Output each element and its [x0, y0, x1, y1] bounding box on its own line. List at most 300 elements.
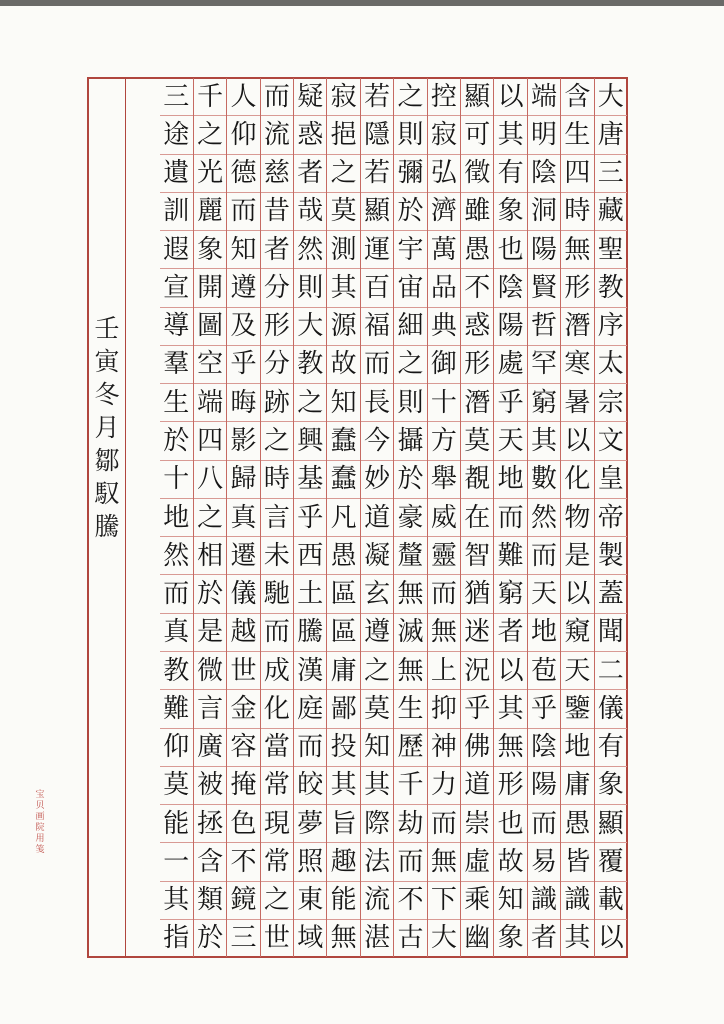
character-cell: 運: [361, 231, 393, 269]
character-cell: 途: [160, 116, 193, 154]
character-cell: 大: [595, 78, 627, 116]
character-cell: 十: [160, 461, 193, 499]
character-cell: 世: [227, 652, 259, 690]
text-column: [293, 78, 326, 957]
character-cell: 則: [394, 384, 426, 422]
character-cell: 不: [394, 882, 426, 920]
character-cell: 投: [327, 729, 359, 767]
character-cell: 地: [528, 614, 560, 652]
character-cell: 無: [494, 729, 526, 767]
character-cell: 然: [160, 537, 193, 575]
text-column: [326, 78, 359, 957]
character-cell: 之: [327, 155, 359, 193]
character-cell: 地: [160, 499, 193, 537]
character-cell: 暑: [561, 384, 593, 422]
character-cell: 導: [160, 308, 193, 346]
character-cell: 在: [461, 499, 493, 537]
character-cell: 宣: [160, 269, 193, 307]
character-cell: 若: [361, 155, 393, 193]
character-cell: 金: [227, 690, 259, 728]
character-cell: 之: [261, 882, 293, 920]
character-cell: 端: [528, 78, 560, 116]
text-column: [260, 78, 293, 957]
character-cell: 區: [327, 575, 359, 613]
character-cell: 陰: [494, 269, 526, 307]
character-cell: 測: [327, 231, 359, 269]
character-cell: 仰: [227, 116, 259, 154]
character-cell: 而: [227, 193, 259, 231]
character-cell: 旨: [327, 805, 359, 843]
character-cell: 八: [194, 461, 226, 499]
character-cell: 之: [261, 422, 293, 460]
character-cell: 陽: [528, 767, 560, 805]
character-cell: 興: [294, 422, 326, 460]
character-cell: 而: [394, 843, 426, 881]
character-cell: 教: [294, 346, 326, 384]
character-cell: 庸: [327, 652, 359, 690]
character-cell: 者: [494, 614, 526, 652]
character-cell: 不: [227, 843, 259, 881]
character-cell: 於: [394, 461, 426, 499]
character-cell: 是: [194, 614, 226, 652]
character-cell: 而: [428, 575, 460, 613]
character-cell: 域: [297, 923, 324, 954]
character-cell: 凡: [327, 499, 359, 537]
character-cell: 於: [394, 193, 426, 231]
character-cell: 指: [163, 923, 190, 954]
character-cell: 流: [361, 882, 393, 920]
signature-inscription: 壬寅冬月鄒馭騰: [94, 314, 120, 541]
scan-top-edge: [0, 0, 724, 6]
character-cell: 含: [194, 843, 226, 881]
character-cell: 窮: [494, 575, 526, 613]
character-cell: 者: [531, 923, 558, 954]
character-cell: 以: [494, 652, 526, 690]
character-cell: 苞: [528, 652, 560, 690]
character-cell: 圖: [194, 308, 226, 346]
character-cell: 載: [595, 882, 627, 920]
character-cell: 含: [561, 78, 593, 116]
text-column: [160, 78, 193, 957]
character-cell: 遷: [227, 537, 259, 575]
text-column: [360, 78, 393, 957]
character-cell: 乎: [227, 346, 259, 384]
character-cell: 隱: [361, 116, 393, 154]
character-cell: 大: [294, 308, 326, 346]
character-cell: 四: [561, 155, 593, 193]
character-cell: 上: [428, 652, 460, 690]
character-cell: 道: [361, 499, 393, 537]
character-cell: 知: [361, 729, 393, 767]
character-cell: 愚: [461, 231, 493, 269]
character-cell: 際: [361, 805, 393, 843]
character-cell: 識: [528, 882, 560, 920]
character-cell: 漢: [294, 652, 326, 690]
character-cell: 皇: [595, 461, 627, 499]
character-cell: 其: [327, 767, 359, 805]
character-cell: 教: [160, 652, 193, 690]
character-cell: 者: [294, 155, 326, 193]
character-cell: 庭: [294, 690, 326, 728]
character-cell: 基: [294, 461, 326, 499]
character-cell: 於: [160, 422, 193, 460]
character-cell: 以: [561, 575, 593, 613]
character-cell: 力: [428, 767, 460, 805]
character-cell: 者: [261, 231, 293, 269]
character-cell: 皆: [561, 843, 593, 881]
character-cell: 開: [194, 269, 226, 307]
character-cell: 無: [330, 923, 357, 954]
character-cell: 空: [194, 346, 226, 384]
text-column: [393, 78, 426, 957]
character-cell: 愚: [561, 805, 593, 843]
character-cell: 乎: [494, 384, 526, 422]
character-cell: 夢: [294, 805, 326, 843]
character-cell: 化: [261, 690, 293, 728]
character-cell: 虛: [461, 843, 493, 881]
character-cell: 無: [394, 575, 426, 613]
character-cell: 而: [261, 78, 293, 116]
character-cell: 形: [494, 767, 526, 805]
character-cell: 其: [564, 923, 591, 954]
character-cell: 而: [361, 346, 393, 384]
character-cell: 無: [428, 843, 460, 881]
character-cell: 天: [561, 652, 593, 690]
character-cell: 則: [294, 269, 326, 307]
character-cell: 未: [261, 537, 293, 575]
character-cell: 能: [160, 805, 193, 843]
character-cell: 影: [227, 422, 259, 460]
character-cell: 昔: [261, 193, 293, 231]
character-cell: 三: [595, 155, 627, 193]
character-cell: 歸: [227, 461, 259, 499]
character-cell: 聞: [595, 614, 627, 652]
character-cell: 也: [494, 805, 526, 843]
character-cell: 猶: [461, 575, 493, 613]
character-cell: 遵: [361, 614, 393, 652]
character-cell: 千: [194, 78, 226, 116]
character-cell: 寂: [428, 116, 460, 154]
character-cell: 而: [428, 805, 460, 843]
character-cell: 覩: [461, 461, 493, 499]
character-cell: 法: [361, 843, 393, 881]
character-cell: 舉: [428, 461, 460, 499]
character-cell: 其: [528, 422, 560, 460]
character-cell: 蠢: [327, 422, 359, 460]
character-cell: 文: [595, 422, 627, 460]
character-cell: 之: [394, 78, 426, 116]
character-cell: 地: [561, 729, 593, 767]
character-cell: 無: [428, 614, 460, 652]
character-cell: 儀: [595, 690, 627, 728]
character-cell: 愚: [327, 537, 359, 575]
character-cell: 流: [261, 116, 293, 154]
character-cell: 萬: [428, 231, 460, 269]
character-cell: 弘: [428, 155, 460, 193]
character-cell: 象: [595, 767, 627, 805]
character-cell: 庸: [561, 767, 593, 805]
character-cell: 光: [194, 155, 226, 193]
character-cell: 之: [361, 652, 393, 690]
character-cell: 明: [528, 116, 560, 154]
character-cell: 洞: [528, 193, 560, 231]
character-cell: 掩: [227, 767, 259, 805]
character-cell: 彌: [394, 155, 426, 193]
character-cell: 於: [194, 575, 226, 613]
character-cell: 其: [361, 767, 393, 805]
character-cell: 易: [528, 843, 560, 881]
character-cell: 生: [394, 690, 426, 728]
character-cell: 疑: [294, 78, 326, 116]
character-cell: 趣: [327, 843, 359, 881]
character-cell: 之: [194, 116, 226, 154]
character-cell: 藏: [595, 193, 627, 231]
character-cell: 攝: [394, 422, 426, 460]
character-cell: 麗: [194, 193, 226, 231]
character-cell: 凝: [361, 537, 393, 575]
character-cell: 惑: [461, 308, 493, 346]
text-column: [460, 78, 493, 957]
character-grid: [126, 78, 627, 957]
character-cell: 象: [494, 193, 526, 231]
character-cell: 以: [597, 923, 624, 954]
character-cell: 若: [361, 78, 393, 116]
character-cell: 常: [261, 767, 293, 805]
character-cell: 以: [561, 422, 593, 460]
character-cell: 分: [261, 346, 293, 384]
character-cell: 御: [428, 346, 460, 384]
character-cell: 知: [227, 231, 259, 269]
character-cell: 顯: [361, 193, 393, 231]
character-cell: 宙: [394, 269, 426, 307]
text-column: [560, 78, 593, 957]
character-cell: 神: [428, 729, 460, 767]
character-cell: 其: [494, 690, 526, 728]
character-cell: 人: [227, 78, 259, 116]
character-cell: 故: [494, 843, 526, 881]
character-cell: 徵: [461, 155, 493, 193]
character-cell: 帝: [595, 499, 627, 537]
character-cell: 威: [428, 499, 460, 537]
character-cell: 靈: [428, 537, 460, 575]
character-cell: 四: [194, 422, 226, 460]
character-cell: 二: [595, 652, 627, 690]
character-cell: 鑒: [561, 690, 593, 728]
character-cell: 形: [561, 269, 593, 307]
character-cell: 土: [294, 575, 326, 613]
character-cell: 幽: [464, 923, 491, 954]
character-cell: 賢: [528, 269, 560, 307]
character-cell: 乎: [528, 690, 560, 728]
character-cell: 下: [428, 882, 460, 920]
character-cell: 序: [595, 308, 627, 346]
character-cell: 釐: [394, 537, 426, 575]
character-cell: 類: [194, 882, 226, 920]
character-cell: 慈: [261, 155, 293, 193]
character-cell: 源: [327, 308, 359, 346]
character-cell: 數: [528, 461, 560, 499]
text-column: [427, 78, 460, 957]
character-cell: 陰: [528, 729, 560, 767]
character-cell: 而: [294, 729, 326, 767]
character-cell: 千: [394, 767, 426, 805]
character-cell: 劫: [394, 805, 426, 843]
character-cell: 百: [361, 269, 393, 307]
character-cell: 顯: [461, 78, 493, 116]
character-cell: 宗: [595, 384, 627, 422]
character-cell: 遺: [160, 155, 193, 193]
character-cell: 東: [294, 882, 326, 920]
character-cell: 言: [194, 690, 226, 728]
character-cell: 玄: [361, 575, 393, 613]
character-cell: 拯: [194, 805, 226, 843]
text-column: [226, 78, 259, 957]
character-cell: 色: [227, 805, 259, 843]
character-cell: 跡: [261, 384, 293, 422]
character-cell: 潛: [461, 384, 493, 422]
character-cell: 罕: [528, 346, 560, 384]
character-cell: 濟: [428, 193, 460, 231]
character-cell: 則: [394, 116, 426, 154]
character-cell: 訓: [160, 193, 193, 231]
character-cell: 照: [294, 843, 326, 881]
character-cell: 蓋: [595, 575, 627, 613]
character-cell: 太: [595, 346, 627, 384]
character-cell: 時: [261, 461, 293, 499]
character-cell: 陽: [494, 308, 526, 346]
character-cell: 能: [327, 882, 359, 920]
character-cell: 三: [160, 78, 193, 116]
character-cell: 地: [494, 461, 526, 499]
character-cell: 製: [595, 537, 627, 575]
character-cell: 寒: [561, 346, 593, 384]
character-cell: 歷: [394, 729, 426, 767]
character-cell: 化: [561, 461, 593, 499]
character-cell: 故: [327, 346, 359, 384]
character-cell: 有: [494, 155, 526, 193]
character-cell: 時: [561, 193, 593, 231]
character-cell: 天: [528, 575, 560, 613]
character-cell: 難: [160, 690, 193, 728]
character-cell: 有: [595, 729, 627, 767]
character-cell: 挹: [327, 116, 359, 154]
character-cell: 唐: [595, 116, 627, 154]
character-cell: 象: [497, 923, 524, 954]
character-cell: 鏡: [227, 882, 259, 920]
text-column: [493, 78, 526, 957]
character-cell: 之: [394, 346, 426, 384]
character-cell: 佛: [461, 729, 493, 767]
character-cell: 而: [528, 805, 560, 843]
character-cell: 莫: [361, 690, 393, 728]
character-cell: 覆: [595, 843, 627, 881]
character-cell: 方: [428, 422, 460, 460]
character-cell: 德: [227, 155, 259, 193]
character-cell: 哲: [528, 308, 560, 346]
character-cell: 迷: [461, 614, 493, 652]
character-cell: 道: [461, 767, 493, 805]
character-cell: 控: [428, 78, 460, 116]
character-cell: 是: [561, 537, 593, 575]
character-cell: 崇: [461, 805, 493, 843]
character-cell: 陽: [528, 231, 560, 269]
text-column: [527, 78, 560, 957]
character-cell: 被: [194, 767, 226, 805]
character-cell: 容: [227, 729, 259, 767]
character-cell: 其: [494, 116, 526, 154]
character-cell: 教: [595, 269, 627, 307]
character-cell: 難: [494, 537, 526, 575]
character-cell: 微: [194, 652, 226, 690]
character-cell: 細: [394, 308, 426, 346]
character-cell: 莫: [461, 422, 493, 460]
character-cell: 馳: [261, 575, 293, 613]
character-cell: 窮: [528, 384, 560, 422]
character-cell: 象: [194, 231, 226, 269]
character-cell: 真: [227, 499, 259, 537]
character-cell: 真: [160, 614, 193, 652]
character-cell: 騰: [294, 614, 326, 652]
character-cell: 廣: [194, 729, 226, 767]
text-column: [193, 78, 226, 957]
character-cell: 今: [361, 422, 393, 460]
character-cell: 乎: [461, 690, 493, 728]
character-cell: 三: [230, 923, 257, 954]
character-cell: 然: [528, 499, 560, 537]
character-cell: 之: [294, 384, 326, 422]
paper-stamp: 宝贝画院用笺: [35, 790, 45, 855]
character-cell: 及: [227, 308, 259, 346]
character-cell: 形: [461, 346, 493, 384]
character-cell: 遵: [227, 269, 259, 307]
character-cell: 於: [197, 923, 224, 954]
character-cell: 滅: [394, 614, 426, 652]
text-column: [594, 78, 627, 957]
character-cell: 況: [461, 652, 493, 690]
character-cell: 遐: [160, 231, 193, 269]
character-cell: 無: [394, 652, 426, 690]
character-cell: 顯: [595, 805, 627, 843]
character-cell: 而: [494, 499, 526, 537]
character-cell: 當: [261, 729, 293, 767]
character-cell: 知: [494, 882, 526, 920]
character-cell: 可: [461, 116, 493, 154]
character-cell: 世: [263, 923, 290, 954]
character-cell: 品: [428, 269, 460, 307]
character-cell: 哉: [294, 193, 326, 231]
character-cell: 大: [430, 923, 457, 954]
character-cell: 越: [227, 614, 259, 652]
character-cell: 不: [461, 269, 493, 307]
character-cell: 形: [261, 308, 293, 346]
character-cell: 莫: [160, 767, 193, 805]
character-cell: 湛: [364, 923, 391, 954]
character-cell: 惑: [294, 116, 326, 154]
character-cell: 一: [160, 843, 193, 881]
character-cell: 其: [327, 269, 359, 307]
character-cell: 典: [428, 308, 460, 346]
character-cell: 窺: [561, 614, 593, 652]
character-cell: 寂: [327, 78, 359, 116]
character-cell: 言: [261, 499, 293, 537]
character-cell: 宇: [394, 231, 426, 269]
character-cell: 蠢: [327, 461, 359, 499]
character-cell: 而: [261, 614, 293, 652]
character-cell: 潛: [561, 308, 593, 346]
character-cell: 生: [561, 116, 593, 154]
character-cell: 古: [397, 923, 424, 954]
character-cell: 仰: [160, 729, 193, 767]
